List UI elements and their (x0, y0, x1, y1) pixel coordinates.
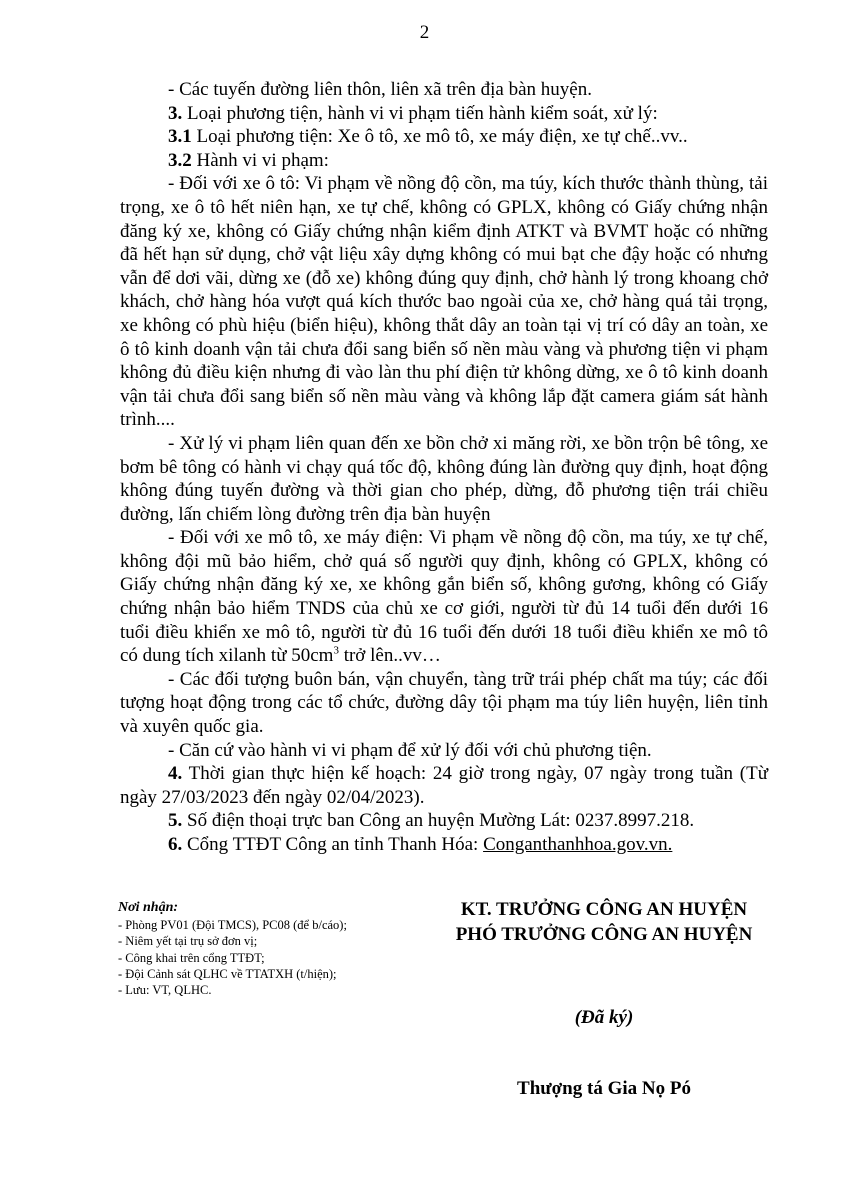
signed-note: (Đã ký) (574, 1007, 634, 1028)
paragraph-tanker-violations: - Xử lý vi phạm liên quan đến xe bồn chở xi măng rời, xe bồn trộn bê tông, xe bơm bê tông có hành vi chạy quá tốc độ, không đúng làn đường quy định, hoạt động không đúng tuyến đường và thời gian cho phép, dừng, đỗ phương tiện trái chiều đường, lấn chiếm lòng đường trên địa bàn huyện (120, 432, 768, 525)
recipient-item: - Đội Cảnh sát QLHC về TTATXH (t/hiện); (118, 966, 337, 981)
section-5-hotline: 5. Số điện thoại trực ban Công an huyện Mường Lát: 0237.8997.218. (168, 810, 695, 832)
paragraph-routes: - Các tuyến đường liên thôn, liên xã trên địa bàn huyện. (168, 79, 592, 100)
section-number: 3.1 (168, 126, 192, 148)
section-6-portal: 6. Cổng TTĐT Công an tỉnh Thanh Hóa: Conganthanhhoa.gov.vn. (168, 834, 673, 855)
recipients-title: Nơi nhận: (118, 900, 179, 915)
recipient-item: - Phòng PV01 (Đội TMCS), PC08 (để b/cáo); (118, 918, 347, 933)
section-3-1-vehicle-types: 3.1 Loại phương tiện: Xe ô tô, xe mô tô, xe máy điện, xe tự chế..vv.. (168, 126, 688, 148)
section-number: 6. (168, 834, 183, 855)
paragraph-handling-basis: - Căn cứ vào hành vi vi phạm để xử lý đối với chủ phương tiện. (168, 739, 652, 761)
portal-link[interactable]: Conganthanhhoa.gov.vn. (483, 834, 673, 855)
recipients-block (118, 900, 438, 998)
section-4-timeframe: 4. Thời gian thực hiện kế hoạch: 24 giờ trong ngày, 07 ngày trong tuần (Từ ngày 27/03/2023 đến ngày 02/04/2023). (120, 763, 768, 808)
signature-authority: KT. TRƯỞNG CÔNG AN HUYỆN (460, 899, 748, 920)
superscript: 3 (333, 644, 339, 657)
recipient-item: - Niêm yết tại trụ sở đơn vị; (118, 934, 258, 949)
paragraph-drug-offenders: - Các đối tượng buôn bán, vận chuyển, tàng trữ trái phép chất ma túy; các đối tượng hoạt động trong các tổ chức, đường dây tội phạm ma túy liên huyện, liên tỉnh và xuyên quốc gia. (120, 668, 768, 738)
signature-block (430, 897, 778, 1101)
section-number: 3.2 (168, 149, 192, 171)
document-body (120, 78, 768, 857)
section-3-heading: 3. Loại phương tiện, hành vi vi phạm tiến hành kiểm soát, xử lý: (168, 102, 658, 124)
recipient-item: - Công khai trên cổng TTĐT; (118, 950, 265, 965)
paragraph-motorbike-violations: - Đối với xe mô tô, xe máy điện: Vi phạm về nồng độ cồn, ma túy, xe tự chế, không đội mũ bảo hiểm, chở quá số người quy định, không có GPLX, không có Giấy chứng nhận đăng ký xe, xe không gắn biển số, không gương, không có Giấy chứng nhận bảo hiểm TNDS của chủ xe cơ giới, người từ đủ 14 tuổi đến dưới 16 tuổi điều khiển xe mô tô, người từ đủ 16 tuổi đến dưới 18 tuổi điều khiển xe mô tô có dung tích xilanh từ $50cm^3$ trở lên..vv… (120, 527, 768, 667)
page-number: 2 (419, 22, 430, 43)
recipient-item: - Lưu: VT, QLHC. (118, 983, 212, 998)
section-number: 5. (168, 810, 183, 832)
recipients-list (118, 917, 438, 998)
signature-position: PHÓ TRƯỞNG CÔNG AN HUYỆN (455, 924, 753, 945)
paragraph-car-violations: - Đối với xe ô tô: Vi phạm về nồng độ cồn, ma túy, kích thước thành thùng, tải trọng, xe ô tô hết niên hạn, xe tự chế, không có GPLX, không có Giấy chứng nhận đăng ký xe, không có Giấy chứng nhận kiểm định ATKT và BVMT hoặc có những đã hết hạn sử dụng, chở vật liệu xây dựng không có mui bạt che đậy hoặc có nhưng vẫn để dơi vãi, dừng xe (đỗ xe) không đúng quy định, chở hành lý trong khoang chở khách, chở hàng hóa vượt quá kích thước bao ngoài của xe, chở hàng quá tải trọng, xe không có phù hiệu (biển hiệu), không thắt dây an toàn tại vị trí có dây an toàn, xe ô tô kinh doanh vận tải chưa đổi sang biển số nền màu vàng và phương tiện vi phạm không đủ điều kiện nhưng đi vào làn thu phí điện tử không dừng, xe ô tô kinh doanh vận tải chưa đổi sang biển số nền màu vàng và không lắp đặt camera giám sát hành trình.... (120, 173, 768, 431)
section-3-2-violations: 3.2 Hành vi vi phạm: (168, 149, 329, 171)
section-number: 4. (168, 763, 183, 785)
section-number: 3. (168, 102, 183, 124)
signer-name: Thượng tá Gia Nọ Pó (517, 1078, 691, 1099)
